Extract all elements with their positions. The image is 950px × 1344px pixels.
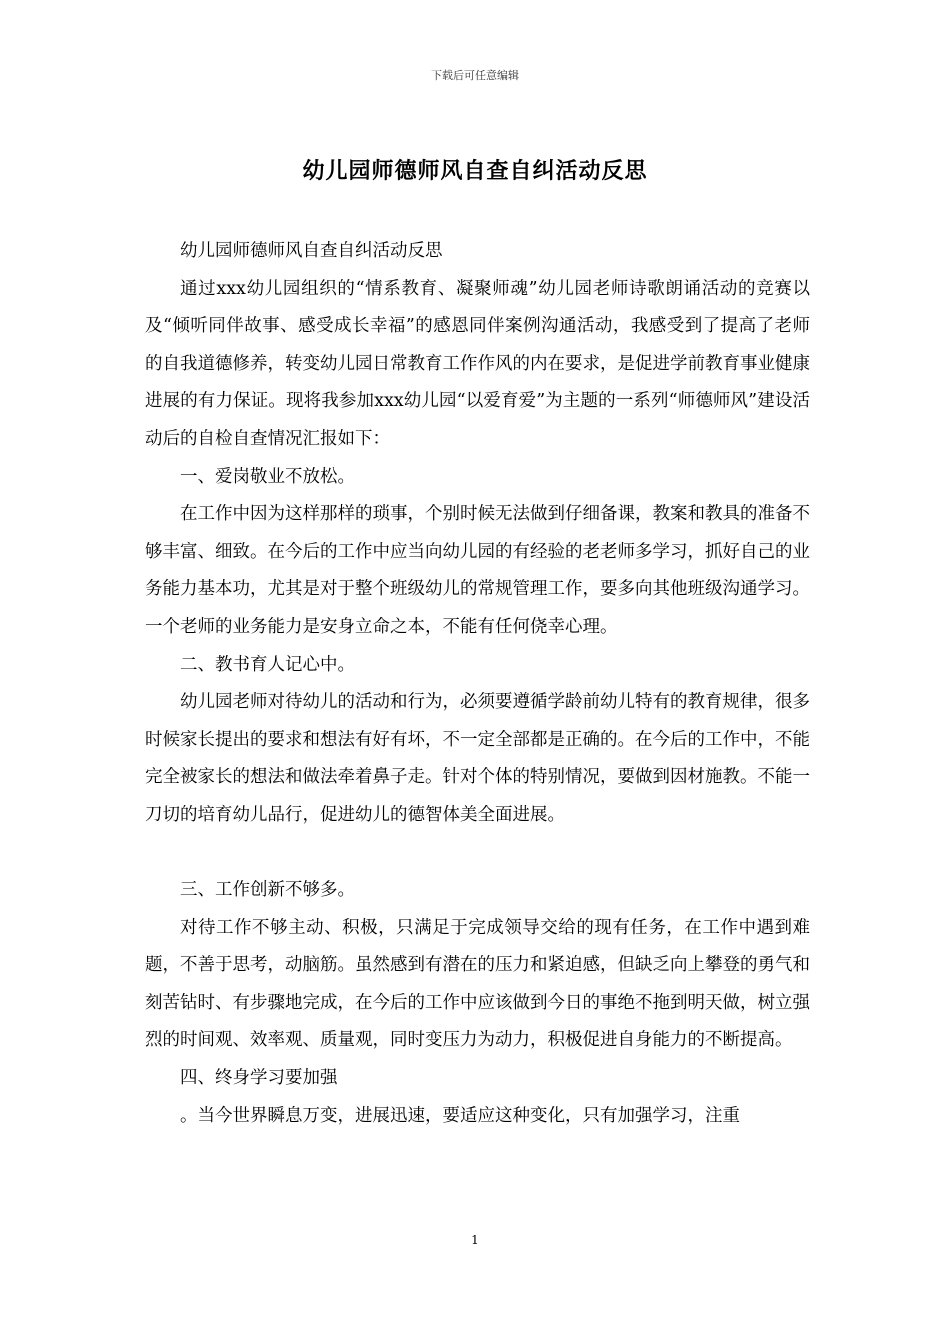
paragraph-section-4: 。当今世界瞬息万变，进展迅速，要适应这种变化，只有加强学习，注重 (180, 1105, 740, 1126)
paragraph-intro: 通过xxx幼儿园组织的“情系教育、凝聚师魂”幼儿园老师诗歌朗诵活动的竞赛以及“倾听同伴故事、感受成长幸福”的感恩同伴案例沟通活动，我感受到了提高了老师的自我道德修养，转变幼儿园日常教育工作作风的内在要求，是促进学前教育事业健康进展的有力保证。现将我参加xxx幼儿园“以爱育爱”为主题的一系列“师德师风”建设活动后的自检自查情况汇报如下： (145, 278, 810, 449)
document-body (145, 233, 810, 1135)
page-header-note: 下载后可任意编辑 (431, 69, 519, 82)
paragraph-section-2: 幼儿园老师对待幼儿的活动和行为，必须要遵循学龄前幼儿特有的教育规律，很多时候家长提出的要求和想法有好有坏，不一定全部都是正确的。在今后的工作中，不能完全被家长的想法和做法牵着鼻子走。针对个体的特别情况，要做到因材施教。不能一刀切的培育幼儿品行，促进幼儿的德智体美全面进展。 (145, 692, 810, 825)
section-heading-1: 一、爱岗敬业不放松。 (180, 466, 355, 487)
section-heading-3: 三、工作创新不够多。 (180, 880, 355, 901)
document-title: 幼儿园师德师风自查自纠活动反思 (302, 159, 648, 184)
paragraph-section-1: 在工作中因为这样那样的琐事，个别时候无法做到仔细备课，教案和教具的准备不够丰富、细致。在今后的工作中应当向幼儿园的有经验的老老师多学习，抓好自己的业务能力基本功，尤其是对于整个班级幼儿的常规管理工作，要多向其他班级沟通学习。一个老师的业务能力是安身立命之本，不能有任何侥幸心理。 (145, 504, 810, 637)
paragraph-section-3: 对待工作不够主动、积极，只满足于完成领导交给的现有任务，在工作中遇到难题，不善于思考，动脑筋。虽然感到有潜在的压力和紧迫感，但缺乏向上攀登的勇气和刻苦钻时、有步骤地完成，在今后的工作中应该做到今日的事绝不拖到明天做，树立强烈的时间观、效率观、质量观，同时变压力为动力，积极促进自身能力的不断提高。 (145, 917, 810, 1051)
section-heading-4: 四、终身学习要加强 (180, 1068, 338, 1089)
section-heading-2: 二、教书育人记心中。 (180, 654, 355, 675)
page-number: 1 (471, 1233, 479, 1247)
paragraph-subtitle: 幼儿园师德师风自查自纠活动反思 (180, 241, 443, 261)
